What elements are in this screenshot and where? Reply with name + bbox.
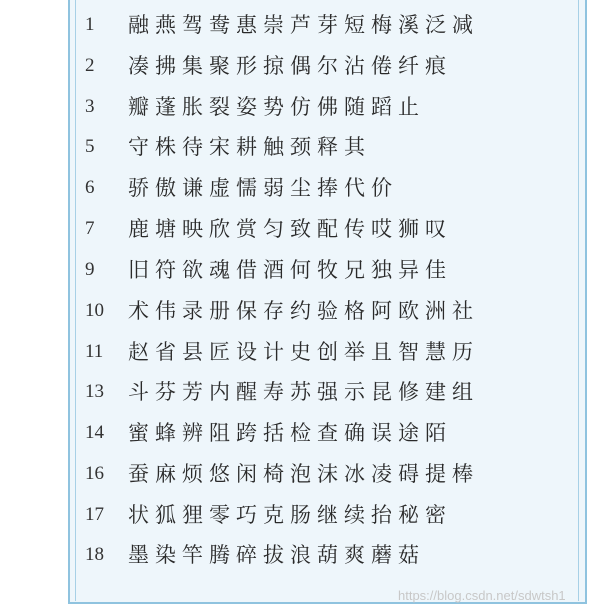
row-characters: 蜜蜂辨阻跨括检查确误途陌	[128, 421, 452, 445]
row-number: 5	[85, 136, 95, 157]
list-item	[0, 92, 603, 122]
row-characters: 凑拂集聚形掠偶尔沾倦纤痕	[128, 54, 452, 78]
row-number: 7	[85, 218, 95, 239]
row-number: 16	[85, 463, 104, 484]
list-item	[0, 337, 603, 367]
row-characters: 斗芬芳内醒寿苏强示昆修建组	[128, 380, 479, 404]
list-item	[0, 540, 603, 570]
list-item	[0, 255, 603, 285]
row-characters: 瓣蓬胀裂姿势仿佛随蹈止	[128, 95, 425, 119]
row-number: 3	[85, 96, 95, 117]
row-number: 18	[85, 544, 104, 565]
list-item	[0, 377, 603, 407]
row-characters: 术伟录册保存约验格阿欧洲社	[128, 299, 479, 323]
row-characters: 墨染竿腾碎拔浪葫爽蘑菇	[128, 543, 425, 567]
list-item	[0, 500, 603, 530]
row-number: 14	[85, 422, 104, 443]
row-characters: 赵省县匠设计史创举且智慧历	[128, 340, 479, 364]
list-item	[0, 296, 603, 326]
list-item	[0, 214, 603, 244]
row-number: 1	[85, 14, 95, 35]
row-characters: 旧符欲魂借酒何牧兄独异佳	[128, 258, 452, 282]
list-item	[0, 459, 603, 489]
row-number: 2	[85, 55, 95, 76]
row-number: 11	[85, 341, 104, 362]
row-number: 17	[85, 504, 104, 525]
row-characters: 蚕麻烦悠闲椅泡沫冰凌碍提棒	[128, 462, 479, 486]
row-characters: 状狐狸零巧克肠继续抬秘密	[128, 503, 452, 527]
list-item	[0, 418, 603, 448]
row-number: 9	[85, 259, 95, 280]
list-item	[0, 10, 603, 40]
row-characters: 融燕驾鸯惠崇芦芽短梅溪泛减	[128, 13, 479, 37]
list-item	[0, 51, 603, 81]
row-number: 13	[85, 381, 104, 402]
list-item	[0, 173, 603, 203]
list-item	[0, 132, 603, 162]
watermark-text: https://blog.csdn.net/sdwtsh1	[398, 588, 566, 603]
row-characters: 鹿塘映欣赏匀致配传哎狮叹	[128, 217, 452, 241]
row-characters: 守株待宋耕触颈释其	[128, 135, 371, 159]
row-characters: 骄傲谦虚懦弱尘捧代价	[128, 176, 398, 200]
row-number: 10	[85, 300, 104, 321]
row-number: 6	[85, 177, 95, 198]
